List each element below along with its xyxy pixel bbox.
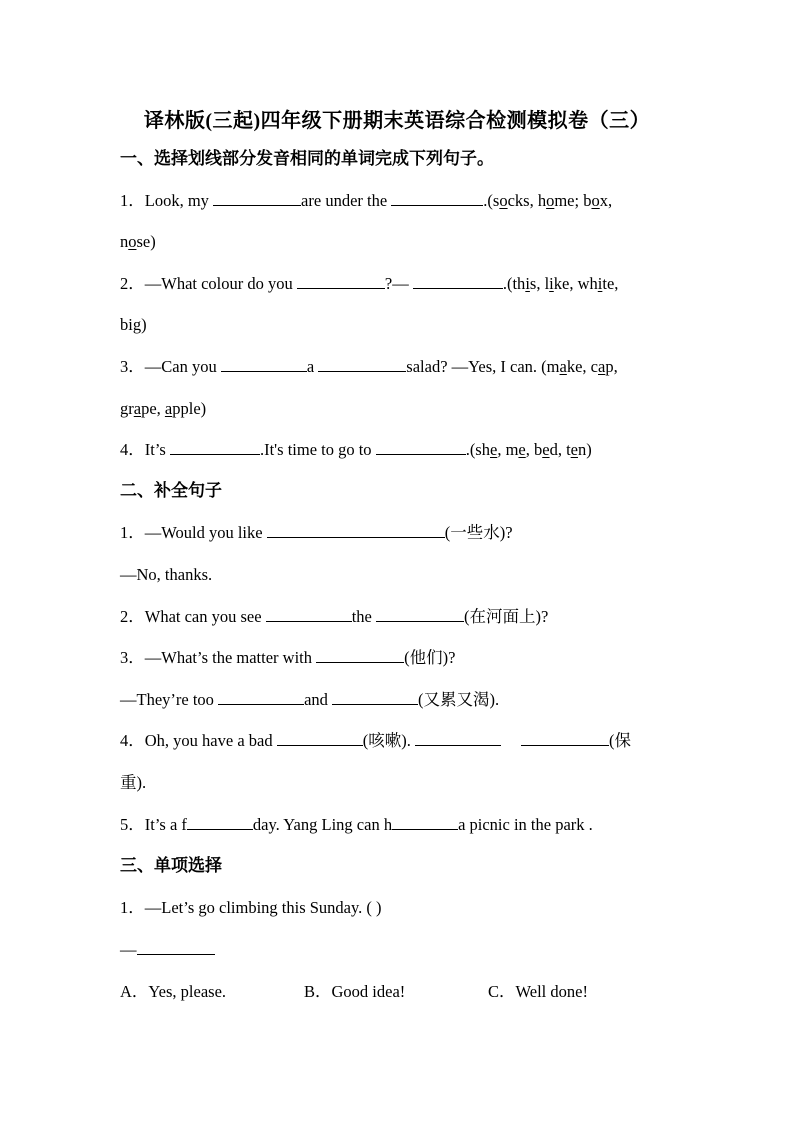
answer-blank[interactable]	[137, 940, 215, 955]
question-1-2: 2．—What colour do you ?— .(this, like, white,	[120, 274, 619, 293]
question-1-3: 3．—Can you a salad? —Yes, I can. (make, cap,	[120, 357, 618, 376]
question-2-3: 3．—What’s the matter with (他们)?	[120, 648, 456, 667]
section-2-heading: 二、补全句子	[120, 481, 222, 500]
question-1-3-cont: grape, apple)	[120, 399, 207, 418]
answer-blank[interactable]	[297, 274, 385, 289]
answer-blank[interactable]	[318, 357, 406, 372]
answer-blank[interactable]	[221, 357, 307, 372]
answer-blank[interactable]	[218, 690, 304, 705]
question-3-1-answer: —	[120, 939, 215, 961]
answer-blank[interactable]	[332, 690, 418, 705]
question-1-4: 4．It’s .It's time to go to .(she, me, bed, ten)	[120, 440, 592, 459]
answer-blank[interactable]	[266, 607, 352, 622]
question-2-4: 4．Oh, you have a bad (咳嗽). (保	[120, 731, 631, 750]
answer-blank[interactable]	[170, 440, 260, 455]
answer-blank[interactable]	[267, 523, 445, 538]
answer-blank[interactable]	[187, 815, 253, 830]
answer-blank[interactable]	[316, 648, 404, 663]
answer-blank[interactable]	[376, 440, 466, 455]
question-1-1: 1．Look, my are under the .(socks, home; box,	[120, 191, 613, 210]
question-2-2: 2．What can you see the (在河面上)?	[120, 607, 549, 626]
section-3-heading: 三、单项选择	[120, 856, 222, 875]
answer-blank[interactable]	[391, 191, 483, 206]
answer-blank[interactable]	[521, 731, 609, 746]
question-1-1-cont: nose)	[120, 232, 156, 251]
answer-blank[interactable]	[213, 191, 301, 206]
section-1-heading: 一、选择划线部分发音相同的单词完成下列句子。	[120, 149, 494, 168]
question-2-3-reply: —They’re too and (又累又渴).	[120, 690, 500, 709]
question-3-1: 1．—Let’s go climbing this Sunday. ( )	[120, 898, 382, 917]
question-2-4-cont: 重).	[120, 773, 147, 792]
answer-blank[interactable]	[277, 731, 363, 746]
answer-blank[interactable]	[415, 731, 501, 746]
option-a[interactable]: A．Yes, please.	[120, 982, 227, 1001]
question-2-5: 5．It’s a f day. Yang Ling can h a picnic in the park .	[120, 815, 593, 834]
answer-blank[interactable]	[413, 274, 503, 289]
page-title: 译林版(三起)四年级下册期末英语综合检测模拟卷（三）	[143, 110, 651, 132]
question-1-2-cont: big)	[120, 315, 147, 334]
option-b[interactable]: B．Good idea!	[304, 982, 406, 1001]
answer-blank[interactable]	[376, 607, 464, 622]
question-3-1-options	[120, 981, 588, 1003]
option-c[interactable]: C．Well done!	[488, 982, 588, 1001]
question-2-1: 1．—Would you like (一些水)?	[120, 523, 513, 542]
question-2-1-reply: —No, thanks.	[120, 565, 213, 584]
answer-blank[interactable]	[392, 815, 458, 830]
